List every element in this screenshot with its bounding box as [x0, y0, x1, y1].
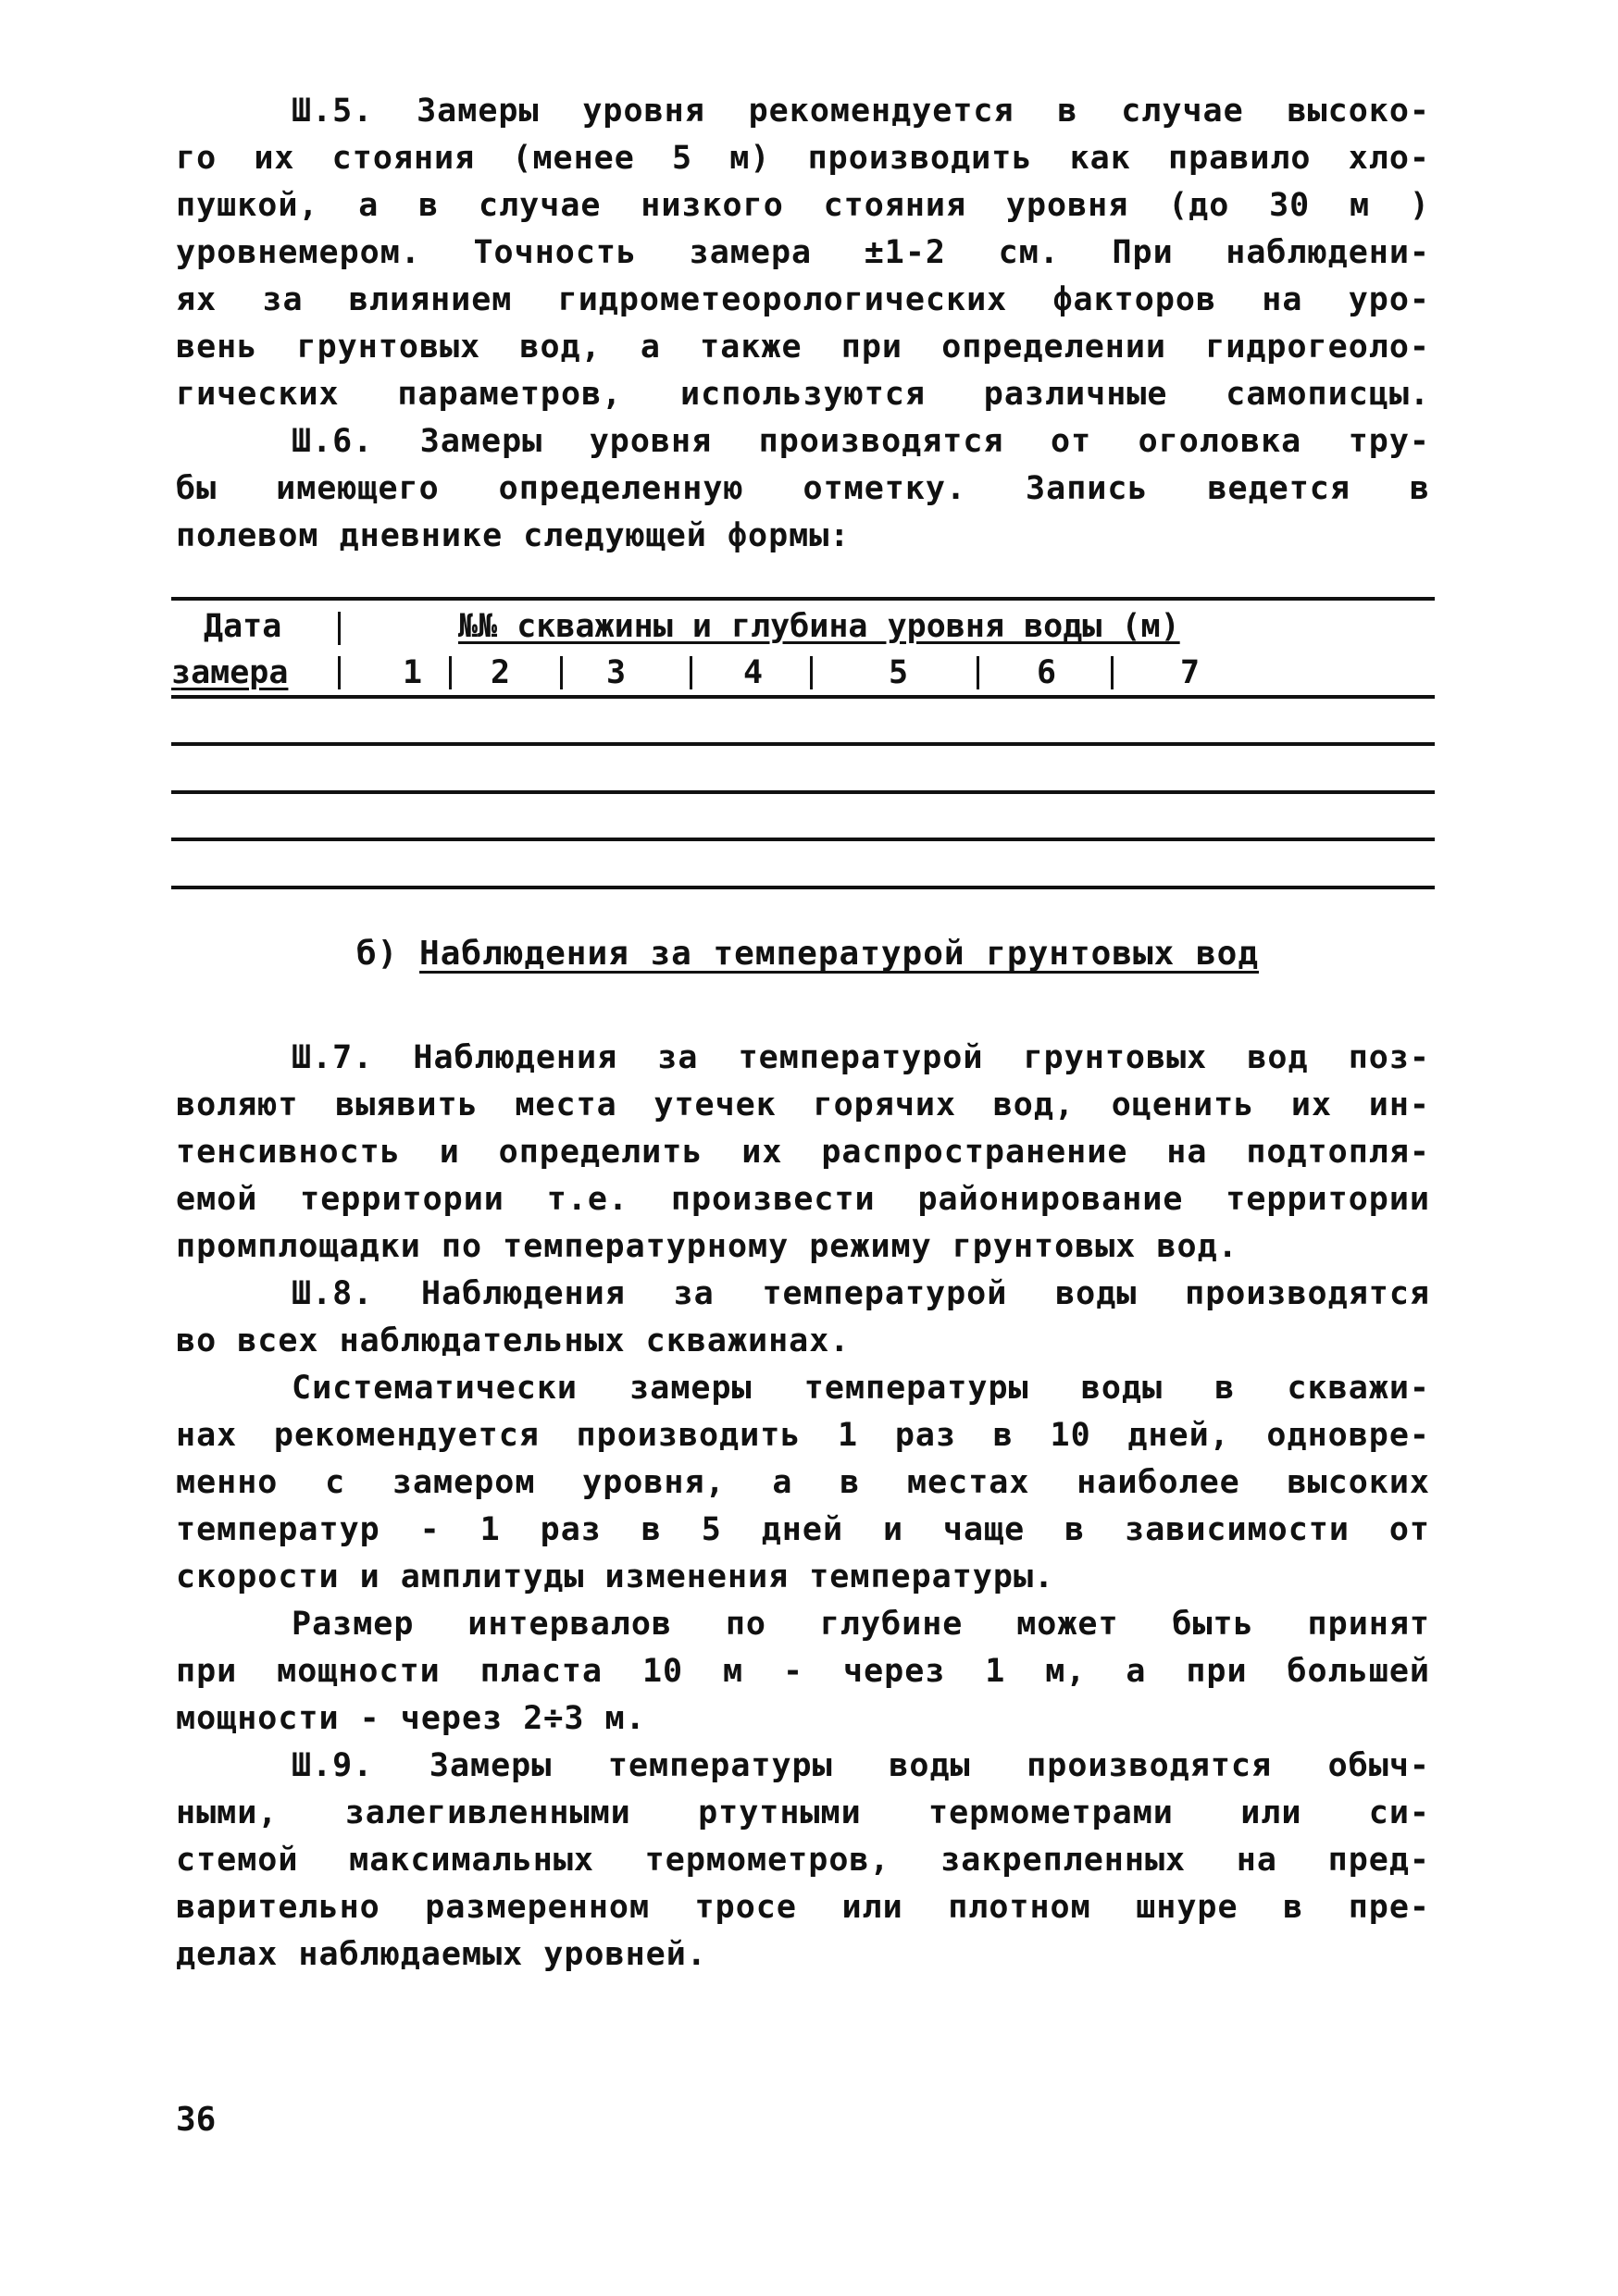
well-depth-group-header: №№ скважины и глубина уровня воды (м)	[458, 608, 1180, 645]
table-row-rule	[171, 838, 1435, 841]
paragraph-interval-size	[176, 1601, 1430, 1743]
text-line: менно с замером уровня, а в местах наиболее высоких	[176, 1464, 1430, 1501]
table-row-rule	[171, 886, 1435, 889]
text-line: Ш.8. Наблюдения за температурой воды производятся	[292, 1275, 1430, 1312]
text-line: воляют выявить места утечек горячих вод, оценить их ин-	[176, 1086, 1430, 1123]
text-line: ях за влиянием гидрометеорологических факторов на уро-	[176, 281, 1430, 318]
paragraph-3-7	[176, 1035, 1430, 1271]
column-divider	[338, 656, 341, 689]
column-divider	[977, 656, 979, 689]
text-line: Ш.5. Замеры уровня рекомендуется в случае высоко-	[292, 93, 1430, 130]
table-header-rule	[171, 695, 1435, 699]
text-line: стемой максимальных термометров, закрепленных на пред-	[176, 1842, 1430, 1879]
section-title-text: Наблюдения за температурой грунтовых вод	[419, 935, 1259, 973]
text-line: гических параметров, используются различные самописцы.	[176, 376, 1430, 413]
well-column-header: 2	[491, 654, 511, 691]
well-column-header: 5	[889, 654, 909, 691]
text-line: нах рекомендуется производить 1 раз в 10 дней, одновре-	[176, 1417, 1430, 1454]
text-line: Ш.7. Наблюдения за температурой грунтовых вод поз-	[292, 1039, 1430, 1076]
text-line: пушкой, а в случае низкого стояния уровня (до 30 м )	[176, 187, 1430, 224]
text-line: промплощадки по температурному режиму грунтовых вод.	[176, 1228, 1238, 1265]
table-row-rule	[171, 790, 1435, 794]
well-column-header: 6	[1037, 654, 1057, 691]
column-divider	[449, 656, 452, 689]
text-line: делах наблюдаемых уровней.	[176, 1936, 707, 1973]
text-line: Размер интервалов по глубине может быть принят	[292, 1606, 1430, 1643]
paragraph-3-8-continued	[176, 1365, 1430, 1601]
text-line: Систематически замеры температуры воды в скважи-	[292, 1370, 1430, 1407]
column-divider	[690, 656, 692, 689]
text-line: вень грунтовых вод, а также при определении гидрогеоло-	[176, 329, 1430, 366]
text-line: скорости и амплитуды изменения температуры.	[176, 1558, 1055, 1595]
text-line: варительно размеренном тросе или плотном шнуре в пре-	[176, 1889, 1430, 1926]
well-column-header: 1	[403, 654, 423, 691]
paragraph-3-6	[176, 418, 1430, 560]
text-line: го их стояния (менее 5 м) производить как правило хло-	[176, 140, 1430, 177]
text-line: мощности - через 2÷3 м.	[176, 1700, 646, 1737]
paragraph-3-5	[176, 88, 1430, 418]
date-column-header-line2: замера	[171, 654, 289, 691]
text-line: температур - 1 раз в 5 дней и чаще в зависимости от	[176, 1511, 1430, 1548]
text-line: во всех наблюдательных скважинах.	[176, 1322, 851, 1359]
page-number: 36	[176, 2101, 217, 2139]
table-top-rule	[171, 597, 1435, 601]
text-line: уровнемером. Точность замера ±1-2 см. При наблюдени-	[176, 234, 1430, 271]
well-column-header: 7	[1180, 654, 1201, 691]
text-line: Ш.6. Замеры уровня производятся от оголовка тру-	[292, 423, 1430, 460]
text-line: ными, залегивленными ртутными термометрами или си-	[176, 1794, 1430, 1831]
text-line: Ш.9. Замеры температуры воды производятся обыч-	[292, 1747, 1430, 1784]
column-divider	[338, 612, 341, 645]
well-column-header: 3	[606, 654, 627, 691]
section-heading	[356, 935, 1259, 973]
section-marker: б)	[356, 935, 399, 973]
column-divider	[810, 656, 813, 689]
text-line: при мощности пласта 10 м - через 1 м, а при большей	[176, 1653, 1430, 1690]
column-divider	[560, 656, 563, 689]
well-column-header: 4	[743, 654, 764, 691]
text-line: емой территории т.е. произвести районирование территории	[176, 1181, 1430, 1218]
paragraph-3-9	[176, 1743, 1430, 1979]
text-line: бы имеющего определенную отметку. Запись ведется в	[176, 470, 1430, 507]
table-row-rule	[171, 742, 1435, 746]
paragraph-3-8	[176, 1271, 1430, 1365]
text-line: полевом дневнике следующей формы:	[176, 517, 851, 554]
column-divider	[1111, 656, 1114, 689]
text-line: тенсивность и определить их распространение на подтопля-	[176, 1134, 1430, 1171]
date-column-header-line1: Дата	[204, 608, 282, 645]
